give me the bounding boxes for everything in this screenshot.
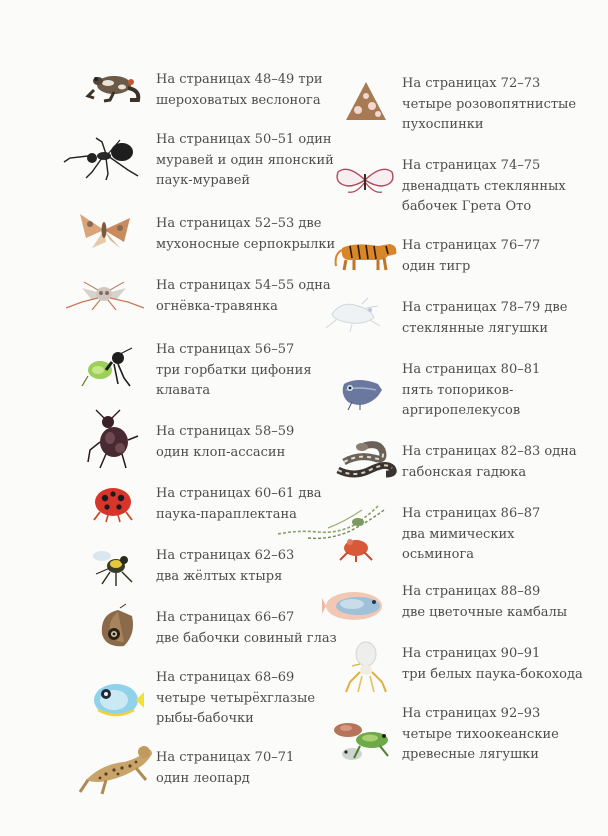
glass-frog-icon: [322, 296, 384, 332]
entry-line: четыре тихоокеанские: [402, 726, 559, 742]
entry-line: четыре четырёхглазые: [156, 690, 316, 706]
entry-line: шероховатых веслонога: [156, 92, 321, 108]
entry-line: осьминога: [402, 547, 475, 562]
entry-line: На страницах 50–51 один: [156, 132, 332, 147]
viper-icon: [334, 440, 398, 478]
entry-line: пухоспинки: [402, 117, 484, 132]
treehopper-icon: [80, 346, 138, 390]
entry-line: На страницах 58–59: [156, 424, 295, 439]
entry-line: паук-муравей: [156, 173, 251, 188]
grass-moth-icon: [62, 278, 146, 312]
rough-tree-frog-icon: [84, 70, 146, 104]
entry-line: На страницах 74–75: [402, 158, 541, 173]
robber-fly-icon: [92, 544, 138, 588]
entry-line: На страницах 56–57: [156, 342, 295, 357]
entry-line: древесные лягушки: [402, 747, 539, 762]
entry-line: огнёвка-травянка: [156, 298, 278, 314]
entry-line: На страницах 88–89: [402, 584, 541, 599]
entry-line: муравей и один японский: [156, 152, 334, 168]
entry-line: На страницах 78–79 две: [402, 300, 568, 315]
entry-line: На страницах 72–73: [402, 76, 541, 91]
entry-line: На страницах 86–87: [402, 506, 541, 521]
octopus-icon: [278, 504, 390, 562]
assassin-bug-icon: [86, 408, 142, 470]
entry-line: На страницах 48–49 три: [156, 72, 323, 87]
entry-line: двенадцать стеклянных: [402, 178, 566, 194]
moth-icon: [76, 208, 134, 252]
entry-line: один леопард: [156, 770, 250, 786]
entry-line: На страницах 54–55 одна: [156, 278, 331, 293]
entry-line: На страницах 82–83 одна: [402, 444, 577, 459]
entry-line: три белых паука-бокохода: [402, 666, 583, 682]
glasswing-butterfly-icon: [334, 164, 396, 198]
moth-triangle-icon: [344, 80, 388, 122]
ant-icon: [62, 136, 146, 182]
entry-line: рыбы-бабочки: [156, 711, 254, 726]
entry-line: бабочек Грета Ото: [402, 199, 532, 214]
entry-line: четыре розовопятнистые: [402, 96, 577, 112]
ladybird-spider-icon: [88, 484, 138, 524]
entry-line: клавата: [156, 383, 211, 398]
leopard-icon: [76, 740, 156, 796]
tree-frog-icon: [332, 716, 394, 762]
flounder-icon: [322, 584, 388, 624]
entry-line: На страницах 76–77: [402, 238, 541, 253]
entry-line: паука-параплектана: [156, 506, 297, 522]
entry-line: две бабочки совиный глаз: [156, 630, 337, 646]
entry-line: На страницах 90–91: [402, 646, 541, 661]
entry-line: габонская гадюка: [402, 464, 527, 480]
entry-line: мухоносные серпокрылки: [156, 236, 336, 252]
entry-line: На страницах 52–53 две: [156, 216, 322, 231]
entry-line: На страницах 66–67: [156, 610, 295, 625]
entry-line: один тигр: [402, 258, 471, 274]
entry-line: На страницах 92–93: [402, 706, 541, 721]
crab-spider-icon: [344, 636, 388, 694]
owl-butterfly-icon: [96, 604, 140, 652]
entry-line: аргиропелекусов: [402, 403, 521, 418]
entry-line: стеклянные лягушки: [402, 320, 549, 336]
entry-line: три горбатки цифония: [156, 362, 312, 378]
entry-line: пять топориков-: [402, 382, 514, 398]
entry-line: На страницах 70–71: [156, 750, 295, 765]
entry-line: два жёлтых ктыря: [156, 568, 283, 584]
butterflyfish-icon: [88, 680, 146, 720]
tiger-icon: [334, 238, 400, 272]
entry-line: два мимических: [402, 526, 515, 542]
entry-line: На страницах 80–81: [402, 362, 541, 377]
entry-line: На страницах 62–63: [156, 548, 295, 563]
entry-line: две цветочные камбалы: [402, 604, 568, 620]
entry-line: один клоп-ассасин: [156, 444, 286, 460]
hatchetfish-icon: [338, 374, 384, 412]
entry-line: На страницах 68–69: [156, 670, 295, 685]
entry-line: На страницах 60–61 два: [156, 486, 322, 501]
